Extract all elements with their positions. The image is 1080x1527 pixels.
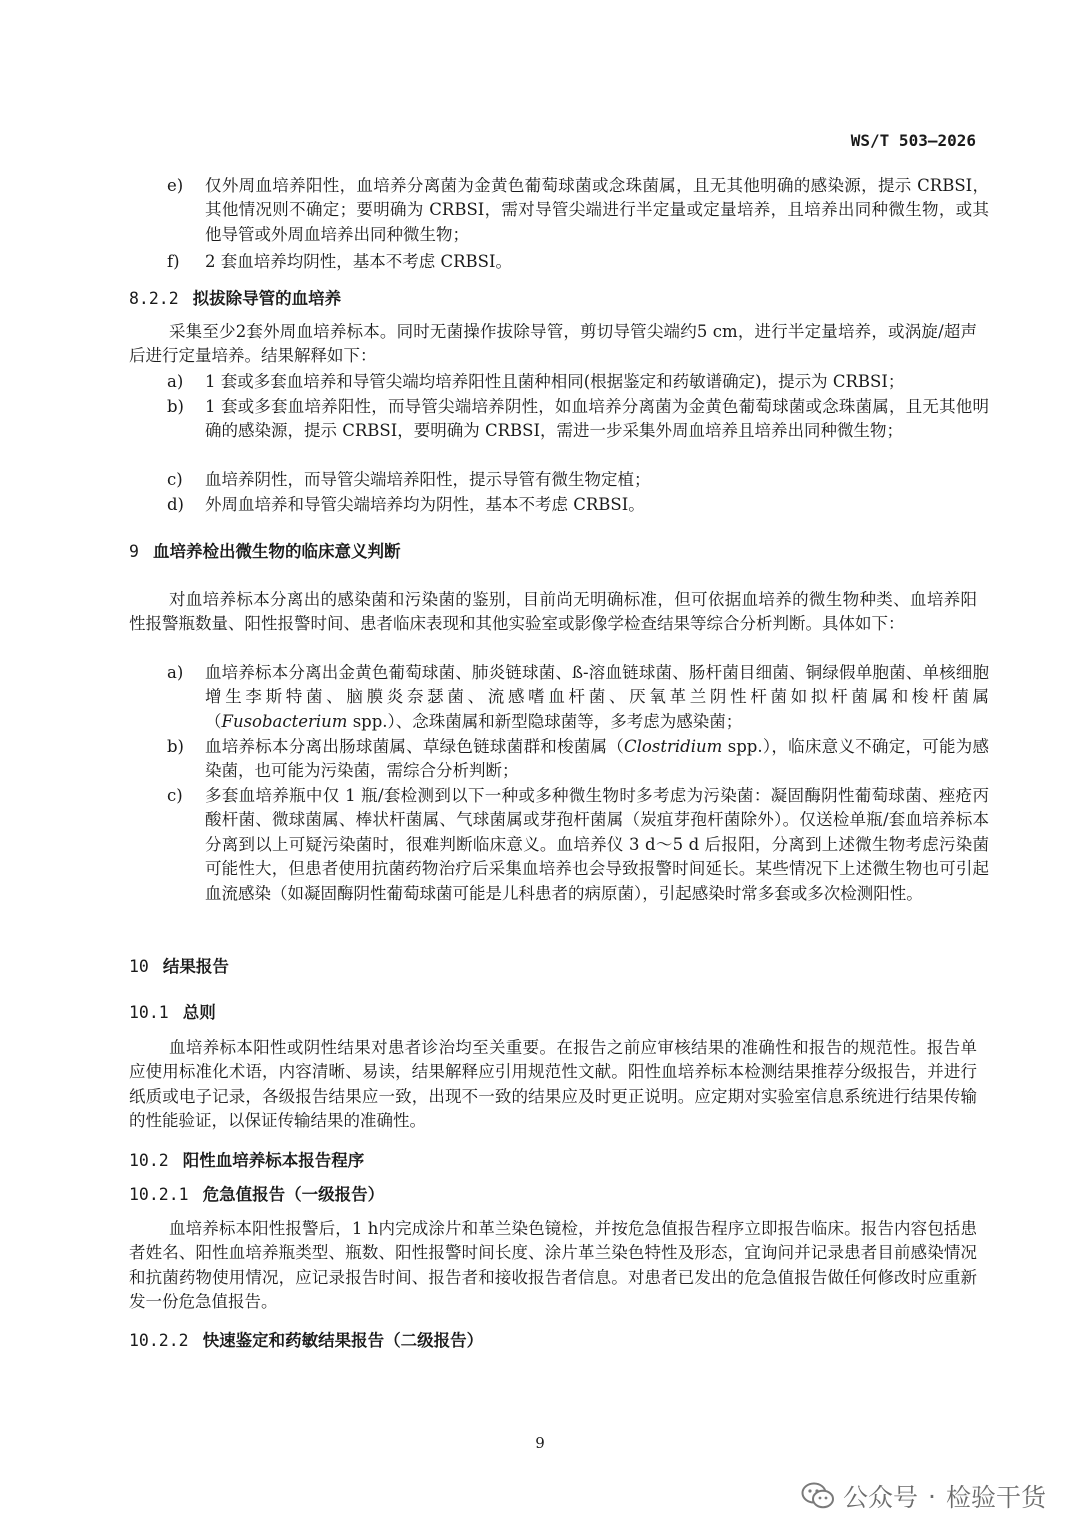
heading-10-2-1: [129, 1184, 384, 1206]
page-number: 9: [535, 1434, 545, 1452]
list-text: 血培养阴性，而导管尖端培养阳性，提示导管有微生物定植；: [205, 470, 651, 489]
paragraph-10-1: 血培养标本阳性或阴性结果对患者诊治均至关重要。在报告之前应审核结果的准确性和报告的规范性。报告单应使用标准化术语，内容清晰、易读，结果解释应引用规范性文献。阳性血培养标本检测结果推荐分级报告，并进行纸质或电子记录，各级报告结果应一致，出现不一致的结果应及时更正说明。应定期对实验室信息系统进行结果传输的性能验证，以保证传输结果的准确性。: [129, 1038, 977, 1131]
paragraph-10-2-1: 血培养标本阳性报警后，1 h内完成涂片和革兰染色镜检，并按危急值报告程序立即报告临床。报告内容包括患者姓名、阳性血培养瓶类型、瓶数、阳性报警时间长度、涂片革兰染色特性及形态，宜询问并记录患者目前感染情况和抗菌药物使用情况，应记录报告时间、报告者和接收报告者信息。对患者已发出的危急值报告做任何修改时应重新发一份危急值报告。: [129, 1219, 977, 1312]
section-number: 9: [129, 542, 139, 561]
list-item-c: [167, 784, 989, 906]
list-marker: f): [167, 252, 180, 271]
list-marker: a): [167, 663, 184, 682]
list-marker: d): [167, 495, 184, 514]
heading-8-2-2: [129, 288, 341, 310]
section-title: 快速鉴定和药敏结果报告（二级报告）: [202, 1331, 484, 1350]
list-item-c: [167, 468, 989, 492]
section-number: 8.2.2: [129, 289, 179, 308]
heading-10-1: [129, 1002, 216, 1024]
list-item-d: [167, 493, 989, 517]
list-text: 2 套血培养均阴性，基本不考虑 CRBSI。: [205, 252, 512, 271]
section-title: 总则: [182, 1003, 216, 1022]
list-text: 1 套或多套血培养和导管尖端均培养阳性且菌种相同(根据鉴定和药敏谱确定)，提示为 CRBSI；: [205, 372, 905, 391]
text-run: 血培养标本分离出金黄色葡萄球菌、肺炎链球菌、ß-溶血链球菌、肠杆菌目细菌、铜绿假单胞菌、单核细胞增生李斯特菌、脑膜炎奈瑟菌、流感嗜血杆菌、厌氧革兰阴性杆菌如拟杆菌属和梭杆菌属（: [205, 663, 989, 731]
text-run: spp.），临床意义不确定，可能为感染菌，也可能为污染菌，需综合分析判断；: [205, 737, 989, 781]
section-number: 10.2.2: [129, 1331, 189, 1350]
heading-10: [129, 956, 229, 978]
section-number: 10.2.1: [129, 1185, 189, 1204]
section-number: 10: [129, 957, 149, 976]
heading-10-2-2: [129, 1330, 483, 1352]
list-item-f: [167, 250, 989, 274]
list-item-a: [167, 370, 989, 394]
list-text: 1 套或多套血培养阳性，而导管尖端培养阴性，如血培养分离菌为金黄色葡萄球菌或念珠菌属，且无其他明确的感染源，提示 CRBSI，要明确为 CRBSI，需进一步采集外周血培养且培养出同种微生物；: [205, 397, 989, 441]
text-run: 血培养标本分离出肠球菌属、草绿色链球菌群和梭菌属（: [205, 737, 625, 756]
list-text: [205, 661, 989, 734]
section-title: 危急值报告（一级报告）: [202, 1185, 385, 1204]
list-text: 多套血培养瓶中仅 1 瓶/套检测到以下一种或多种微生物时多考虑为污染菌：凝固酶阴性葡萄球菌、痤疮丙酸杆菌、微球菌属、棒状杆菌属、气球菌属或芽孢杆菌属（炭疽芽孢杆菌除外）。仅送检单瓶/套血培养标本分离到以上可疑污染菌时，很难判断临床意义。血培养仪 3 d～5 d 后报阳，分离到上述微生物考虑污染菌可能性大，但患者使用抗菌药物治疗后采集血培养也会导致报警时间延长。某些情况下上述微生物也可引起血流感染（如凝固酶阴性葡萄球菌可能是儿科患者的病原菌），引起感染时常多套或多次检测阳性。: [205, 786, 989, 903]
list-marker: b): [167, 397, 184, 416]
list-marker: a): [167, 372, 184, 391]
watermark: [801, 1478, 1046, 1514]
paragraph-9: 对血培养标本分离出的感染菌和污染菌的鉴别，目前尚无明确标准，但可依据血培养的微生物种类、血培养阳性报警瓶数量、阳性报警时间、患者临床表现和其他实验室或影像学检查结果等综合分析判断。具体如下：: [129, 590, 977, 634]
section-title: 拟拔除导管的血培养: [192, 289, 342, 308]
list-marker: c): [167, 470, 183, 489]
list-item-b: [167, 735, 989, 784]
watermark-account: 公众号: [843, 1483, 919, 1512]
list-text: [205, 735, 989, 784]
section-number: 10.2: [129, 1151, 169, 1170]
list-item-a: [167, 661, 989, 734]
watermark-name: 检验干货: [945, 1483, 1046, 1512]
standard-code: WS/T 503—2026: [850, 131, 976, 150]
section-title: 结果报告: [162, 957, 229, 976]
wechat-icon: [801, 1482, 835, 1510]
heading-10-2: [129, 1150, 364, 1172]
genus-name-italic: Clostridium: [624, 737, 723, 756]
list-marker: e): [167, 176, 184, 195]
text-run: spp.）、念珠菌属和新型隐球菌等，多考虑为感染菌；: [347, 711, 743, 731]
genus-name-italic: Fusobacterium: [221, 711, 348, 731]
list-marker: c): [167, 786, 183, 805]
paragraph-8-2-2: 采集至少2套外周血培养标本。同时无菌操作拔除导管，剪切导管尖端约5 cm，进行半定量培养，或涡旋/超声后进行定量培养。结果解释如下：: [129, 322, 977, 366]
section-title: 血培养检出微生物的临床意义判断: [152, 542, 401, 561]
list-item-b: [167, 395, 989, 444]
list-marker: b): [167, 737, 184, 756]
heading-9: [129, 541, 400, 563]
section-number: 10.1: [129, 1003, 169, 1022]
list-item-e: [167, 174, 989, 247]
section-title: 阳性血培养标本报告程序: [182, 1151, 365, 1170]
watermark-dot: ·: [928, 1481, 936, 1511]
list-text: 仅外周血培养阳性，血培养分离菌为金黄色葡萄球菌或念珠菌属，且无其他明确的感染源，提示 CRBSI，其他情况则不确定；要明确为 CRBSI，需对导管尖端进行半定量或定量培养，且培养出同种微生物，或其他导管或外周血培养出同种微生物；: [205, 176, 989, 244]
list-text: 外周血培养和导管尖端培养均为阴性，基本不考虑 CRBSI。: [205, 495, 645, 514]
